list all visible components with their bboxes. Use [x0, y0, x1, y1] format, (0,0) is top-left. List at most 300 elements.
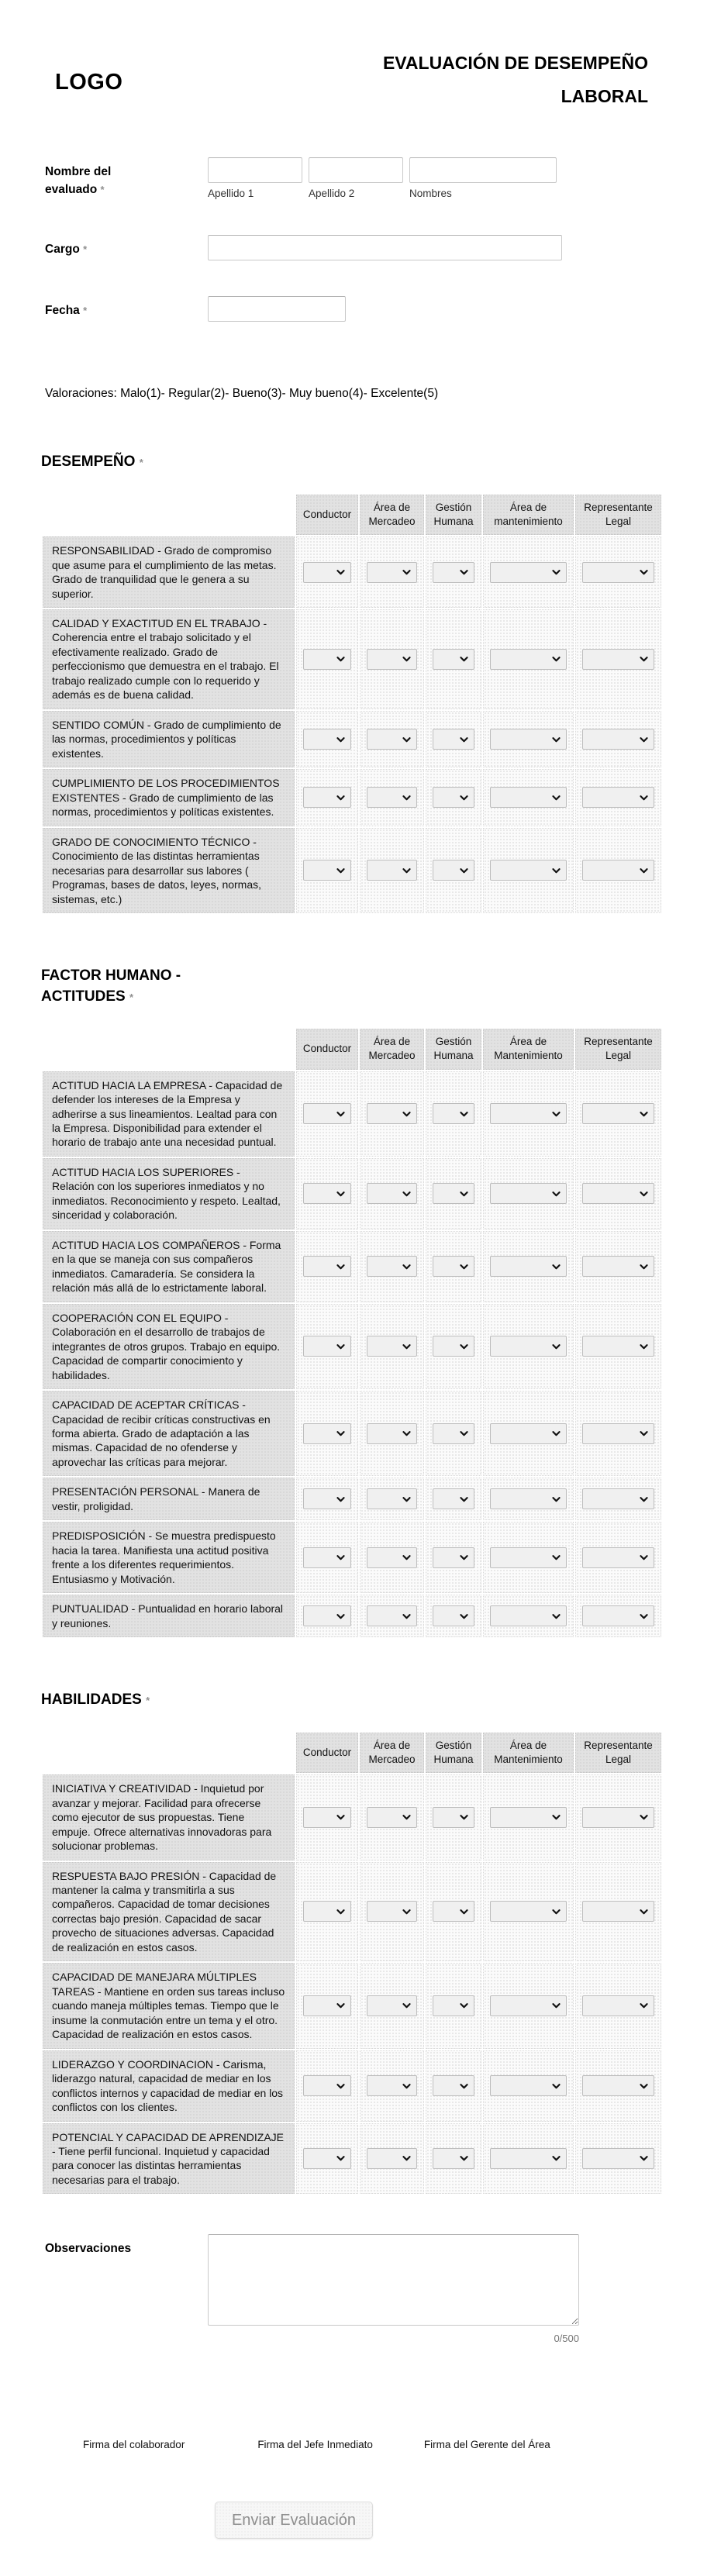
rating-select-wrap	[433, 649, 474, 670]
rating-select-wrap	[303, 1995, 351, 2016]
rating-select-wrap	[303, 649, 351, 670]
rating-select[interactable]	[433, 1488, 474, 1509]
rating-select-wrap	[303, 1336, 351, 1357]
rating-cell	[296, 1158, 358, 1229]
criterion-row	[43, 1774, 661, 1860]
name-inputs	[208, 157, 557, 199]
observaciones-textarea[interactable]	[208, 2234, 579, 2326]
rating-cell	[483, 536, 574, 608]
rating-cell	[360, 828, 424, 913]
rating-select-wrap	[490, 1183, 567, 1204]
criterion-row	[43, 1158, 661, 1229]
rating-cell	[483, 1478, 574, 1520]
rating-select-wrap	[367, 729, 417, 750]
rating-cell	[360, 1158, 424, 1229]
rating-cell	[426, 1774, 481, 1860]
rating-cell	[483, 769, 574, 826]
rating-cell	[426, 1158, 481, 1229]
rating-cell	[426, 1478, 481, 1520]
rating-select[interactable]	[303, 1901, 351, 1922]
rating-select-wrap	[582, 562, 654, 583]
rating-select[interactable]	[490, 1547, 567, 1568]
rating-select[interactable]	[303, 729, 351, 750]
rating-cell	[575, 536, 661, 608]
rating-select-wrap	[303, 1807, 351, 1828]
criterion-row	[43, 1478, 661, 1520]
firma-colaborador-label: Firma del colaborador	[83, 2439, 185, 2451]
rating-select-wrap	[490, 1256, 567, 1277]
rating-select[interactable]	[433, 2075, 474, 2096]
rating-select[interactable]	[303, 2148, 351, 2169]
criterion-row	[43, 609, 661, 709]
section-title: FACTOR HUMANO - ACTITUDES *	[41, 967, 181, 1005]
rating-cell	[575, 1595, 661, 1637]
criterion-label: PRESENTACIÓN PERSONAL - Manera de vestir, proligidad.	[43, 1478, 295, 1520]
rating-select[interactable]	[433, 2148, 474, 2169]
rating-select-wrap	[582, 2075, 654, 2096]
rating-select[interactable]	[367, 1605, 417, 1626]
cargo-label-text: Cargo	[45, 243, 80, 257]
rating-cell	[575, 1391, 661, 1476]
rating-select[interactable]	[433, 1995, 474, 2016]
rating-cell	[575, 609, 661, 709]
rating-select-wrap	[303, 860, 351, 881]
rating-select[interactable]	[582, 729, 654, 750]
rating-select-wrap	[490, 1103, 567, 1124]
rating-cell	[575, 1304, 661, 1389]
column-header: Representante Legal	[575, 495, 661, 535]
rating-select-wrap	[303, 1183, 351, 1204]
rating-select-wrap	[367, 1605, 417, 1626]
rating-cell	[483, 1963, 574, 2048]
rating-select[interactable]	[582, 1336, 654, 1357]
rating-select[interactable]	[582, 1807, 654, 1828]
rating-cell	[483, 2123, 574, 2195]
rating-select[interactable]	[303, 1423, 351, 1444]
rating-select-wrap	[490, 1807, 567, 1828]
rating-cell	[426, 1071, 481, 1157]
rating-select[interactable]	[367, 1995, 417, 2016]
rating-select-wrap	[367, 2148, 417, 2169]
rating-select[interactable]	[433, 1103, 474, 1124]
rating-select[interactable]	[582, 649, 654, 670]
rating-select[interactable]	[433, 562, 474, 583]
rating-select[interactable]	[490, 729, 567, 750]
section-title: DESEMPEÑO *	[41, 453, 143, 471]
rating-cell	[296, 1478, 358, 1520]
rating-select[interactable]	[582, 1901, 654, 1922]
rating-cell	[483, 1158, 574, 1229]
rating-select[interactable]	[582, 562, 654, 583]
rating-cell	[575, 711, 661, 767]
required-asterisk: *	[129, 991, 134, 1003]
rating-select-wrap	[582, 787, 654, 808]
rating-select-wrap	[490, 1488, 567, 1509]
page-title-line2: LABORAL	[561, 85, 648, 106]
rating-cell	[426, 1963, 481, 2048]
rating-select-wrap	[433, 1103, 474, 1124]
rating-select[interactable]	[582, 2148, 654, 2169]
section-title: HABILIDADES *	[41, 1691, 150, 1709]
rating-select-wrap	[582, 860, 654, 881]
nombres-input[interactable]	[409, 157, 557, 183]
column-header: Área de mantenimiento	[483, 495, 574, 535]
rating-select[interactable]	[490, 1336, 567, 1357]
rating-cell	[575, 1231, 661, 1302]
rating-cell	[296, 1231, 358, 1302]
firma-jefe-label: Firma del Jefe Inmediato	[257, 2439, 373, 2451]
rating-cell	[426, 769, 481, 826]
rating-select[interactable]	[490, 1423, 567, 1444]
rating-cell	[360, 609, 424, 709]
rating-select-wrap	[490, 1995, 567, 2016]
rating-cell	[483, 1304, 574, 1389]
apellido2-input[interactable]	[309, 157, 403, 183]
criterion-row	[43, 711, 661, 767]
rating-cell	[360, 1522, 424, 1593]
rating-select-wrap	[582, 1901, 654, 1922]
rating-select[interactable]	[367, 1901, 417, 1922]
rating-select[interactable]	[303, 1605, 351, 1626]
rating-select-wrap	[582, 1605, 654, 1626]
form-fields	[0, 157, 721, 322]
corner-cell	[43, 1733, 295, 1773]
rating-select-wrap	[303, 562, 351, 583]
criterion-label: RESPONSABILIDAD - Grado de compromiso que asume para el cumplimiento de las metas. Grado de tranquilidad que le genera a su superior.	[43, 536, 295, 608]
cargo-label	[45, 235, 138, 260]
rating-cell	[483, 1774, 574, 1860]
rating-cell	[296, 609, 358, 709]
rating-cell	[296, 2050, 358, 2122]
rating-select-wrap	[367, 787, 417, 808]
rating-select-wrap	[490, 1547, 567, 1568]
rating-select-wrap	[582, 1336, 654, 1357]
rating-cell	[360, 2123, 424, 2195]
criterion-label: ACTITUD HACIA LOS COMPAÑEROS - Forma en la que se maneja con sus compañeros inmediatos. Camaradería. Se considera la relación más allá de lo estrictamente laboral.	[43, 1231, 295, 1302]
rating-select-wrap	[367, 2075, 417, 2096]
rating-select-wrap	[303, 2075, 351, 2096]
rating-select-wrap	[490, 1901, 567, 1922]
rating-select[interactable]	[367, 1488, 417, 1509]
rating-select[interactable]	[367, 649, 417, 670]
column-header: Conductor	[296, 1029, 358, 1069]
corner-cell	[43, 1029, 295, 1069]
column-header: Gestión Humana	[426, 1733, 481, 1773]
rating-select[interactable]	[433, 787, 474, 808]
criterion-label: PUNTUALIDAD - Puntualidad en horario laboral y reuniones.	[43, 1595, 295, 1637]
rating-select[interactable]	[490, 1488, 567, 1509]
required-asterisk: *	[100, 184, 105, 196]
rating-select-wrap	[303, 1103, 351, 1124]
rating-select[interactable]	[303, 1103, 351, 1124]
rating-select-wrap	[303, 787, 351, 808]
rating-select[interactable]	[303, 1547, 351, 1568]
rating-select-wrap	[490, 2148, 567, 2169]
rating-cell	[296, 1304, 358, 1389]
rating-select[interactable]	[433, 649, 474, 670]
nombres-sublabel: Nombres	[409, 188, 452, 200]
rating-cell	[575, 1774, 661, 1860]
rating-cell	[426, 2123, 481, 2195]
criterion-row	[43, 2050, 661, 2122]
rating-select[interactable]	[582, 1547, 654, 1568]
rating-section-1	[41, 452, 721, 915]
rating-select-wrap	[433, 1488, 474, 1509]
rating-select-wrap	[367, 1547, 417, 1568]
rating-cell	[426, 1231, 481, 1302]
rating-select[interactable]	[367, 1336, 417, 1357]
rating-cell	[296, 1522, 358, 1593]
column-header: Gestión Humana	[426, 1029, 481, 1069]
rating-select[interactable]	[303, 1488, 351, 1509]
rating-select[interactable]	[490, 787, 567, 808]
rating-select[interactable]	[582, 860, 654, 881]
rating-select[interactable]	[490, 1183, 567, 1204]
rating-select[interactable]	[490, 1901, 567, 1922]
criterion-row	[43, 1595, 661, 1637]
rating-select[interactable]	[433, 1605, 474, 1626]
corner-cell	[43, 495, 295, 535]
column-header: Representante Legal	[575, 1029, 661, 1069]
rating-cell	[360, 711, 424, 767]
observaciones-label: Observaciones	[45, 2242, 132, 2256]
rating-select[interactable]	[303, 1183, 351, 1204]
submit-button[interactable]: Enviar Evaluación	[215, 2502, 373, 2539]
rating-cell	[483, 1522, 574, 1593]
rating-select-wrap	[367, 1488, 417, 1509]
rating-select-wrap	[303, 1256, 351, 1277]
rating-select[interactable]	[433, 1336, 474, 1357]
criterion-row	[43, 1963, 661, 2048]
criterion-row	[43, 1522, 661, 1593]
column-header: Conductor	[296, 495, 358, 535]
rating-cell	[575, 1478, 661, 1520]
rating-cell	[360, 1391, 424, 1476]
rating-select[interactable]	[367, 1423, 417, 1444]
rating-select[interactable]	[367, 1807, 417, 1828]
rating-select[interactable]	[582, 1183, 654, 1204]
column-header: Área de Mercadeo	[360, 1029, 424, 1069]
rating-cell	[360, 1774, 424, 1860]
rating-select[interactable]	[303, 562, 351, 583]
criterion-row	[43, 1304, 661, 1389]
rating-cell	[426, 1522, 481, 1593]
rating-select-wrap	[582, 1488, 654, 1509]
rating-select[interactable]	[367, 2148, 417, 2169]
rating-select[interactable]	[490, 860, 567, 881]
rating-table	[41, 493, 663, 915]
field-nombre-evaluado	[45, 157, 721, 199]
criterion-row	[43, 769, 661, 826]
rating-select[interactable]	[490, 1807, 567, 1828]
fecha-input[interactable]	[208, 296, 346, 322]
rating-cell	[575, 1158, 661, 1229]
criterion-label: CAPACIDAD DE MANEJARA MÚLTIPLES TAREAS - Mantiene en orden sus tareas incluso cuando maneja múltiples temas. Tiempo que le insume la conmutación entre un tema y el otro. Capacidad de realización en estos casos.	[43, 1963, 295, 2048]
rating-select-wrap	[582, 1547, 654, 1568]
criterion-row	[43, 828, 661, 913]
required-asterisk: *	[83, 243, 88, 256]
column-header: Área de Mantenimiento	[483, 1029, 574, 1069]
criterion-label: CALIDAD Y EXACTITUD EN EL TRABAJO - Coherencia entre el trabajo solicitado y el efectivamente realizado. Grado de perfeccionismo que demuestra en el trabajo. El trabajo realizado cumple con lo requerido y además es de buena calidad.	[43, 609, 295, 709]
rating-cell	[426, 536, 481, 608]
rating-select-wrap	[367, 1423, 417, 1444]
rating-select[interactable]	[490, 562, 567, 583]
rating-select[interactable]	[367, 1103, 417, 1124]
rating-select[interactable]	[433, 1547, 474, 1568]
rating-cell	[426, 1391, 481, 1476]
rating-select[interactable]	[367, 2075, 417, 2096]
rating-cell	[360, 536, 424, 608]
criterion-row	[43, 1862, 661, 1962]
rating-cell	[360, 1478, 424, 1520]
rating-cell	[360, 1231, 424, 1302]
rating-cell	[426, 2050, 481, 2122]
rating-select-wrap	[433, 2148, 474, 2169]
char-counter: 0/500	[554, 2333, 579, 2345]
cargo-input[interactable]	[208, 235, 562, 260]
rating-select[interactable]	[433, 1423, 474, 1444]
rating-select[interactable]	[433, 1183, 474, 1204]
rating-select[interactable]	[582, 1103, 654, 1124]
rating-select[interactable]	[490, 1995, 567, 2016]
criterion-label: LIDERAZGO Y COORDINACION - Carisma, liderazgo natural, capacidad de mediar en los conflictos internos y capacidad de mediar en los conflictos con los clientes.	[43, 2050, 295, 2122]
rating-select-wrap	[367, 649, 417, 670]
rating-cell	[483, 1595, 574, 1637]
fecha-label-text: Fecha	[45, 304, 80, 318]
form-header	[55, 47, 648, 112]
rating-select[interactable]	[303, 787, 351, 808]
rating-select[interactable]	[433, 1807, 474, 1828]
column-header: Área de Mercadeo	[360, 1733, 424, 1773]
rating-select-wrap	[582, 1995, 654, 2016]
rating-select-wrap	[303, 1605, 351, 1626]
rating-select[interactable]	[582, 1488, 654, 1509]
rating-cell	[360, 1963, 424, 2048]
firma-gerente-label: Firma del Gerente del Área	[423, 2439, 550, 2451]
rating-select-wrap	[433, 1605, 474, 1626]
rating-select[interactable]	[490, 1103, 567, 1124]
rating-select-wrap	[490, 649, 567, 670]
rating-select[interactable]	[490, 1256, 567, 1277]
rating-select[interactable]	[367, 1547, 417, 1568]
rating-select[interactable]	[367, 1256, 417, 1277]
column-header: Área de Mercadeo	[360, 495, 424, 535]
rating-cell	[575, 2123, 661, 2195]
apellido1-input[interactable]	[208, 157, 302, 183]
rating-select[interactable]	[582, 1256, 654, 1277]
rating-select[interactable]	[433, 1901, 474, 1922]
rating-select-wrap	[433, 1336, 474, 1357]
rating-cell	[426, 828, 481, 913]
field-fecha	[45, 296, 721, 322]
rating-select[interactable]	[490, 2075, 567, 2096]
rating-cell	[426, 1595, 481, 1637]
rating-select-wrap	[433, 1423, 474, 1444]
criterion-row	[43, 2123, 661, 2195]
rating-select[interactable]	[582, 1995, 654, 2016]
rating-cell	[296, 1595, 358, 1637]
rating-select[interactable]	[303, 1256, 351, 1277]
rating-select[interactable]	[303, 2075, 351, 2096]
rating-cell	[575, 828, 661, 913]
criterion-label: ACTITUD HACIA LOS SUPERIORES - Relación con los superiores inmediatos y no inmediatos. Reconocimiento y respeto. Lealtad, sinceridad y colaboración.	[43, 1158, 295, 1229]
rating-select-wrap	[433, 562, 474, 583]
rating-select-wrap	[582, 1183, 654, 1204]
rating-select-wrap	[433, 1995, 474, 2016]
column-header: Representante Legal	[575, 1733, 661, 1773]
apellido1-sublabel: Apellido 1	[208, 188, 254, 200]
rating-select[interactable]	[490, 1605, 567, 1626]
required-asterisk: *	[83, 305, 88, 317]
rating-cell	[575, 769, 661, 826]
rating-select-wrap	[582, 649, 654, 670]
rating-select[interactable]	[433, 1256, 474, 1277]
rating-select[interactable]	[367, 729, 417, 750]
rating-select-wrap	[303, 2148, 351, 2169]
rating-select-wrap	[367, 1336, 417, 1357]
rating-select-wrap	[582, 2148, 654, 2169]
rating-select[interactable]	[433, 860, 474, 881]
rating-cell	[296, 828, 358, 913]
rating-select-wrap	[490, 1423, 567, 1444]
criterion-label: RESPUESTA BAJO PRESIÓN - Capacidad de mantener la calma y transmitirla a sus compañeros. Capacidad de tomar decisiones correctas bajo presión. Capacidad de sacar provecho de situaciones adversas. Capacidad de realización en estos casos.	[43, 1862, 295, 1962]
column-header: Gestión Humana	[426, 495, 481, 535]
rating-select[interactable]	[367, 860, 417, 881]
rating-cell	[426, 1862, 481, 1962]
nombre-evaluado-label	[45, 157, 138, 199]
rating-select[interactable]	[433, 729, 474, 750]
rating-select[interactable]	[490, 2148, 567, 2169]
rating-table	[41, 1027, 663, 1639]
rating-select[interactable]	[303, 1807, 351, 1828]
rating-select[interactable]	[367, 787, 417, 808]
apellido2-sublabel: Apellido 2	[309, 188, 355, 200]
rating-table	[41, 1731, 663, 2196]
rating-cell	[426, 711, 481, 767]
rating-select-wrap	[433, 1183, 474, 1204]
criterion-row	[43, 1071, 661, 1157]
rating-cell	[296, 1774, 358, 1860]
rating-select[interactable]	[582, 1605, 654, 1626]
rating-select[interactable]	[303, 1995, 351, 2016]
rating-select-wrap	[433, 1901, 474, 1922]
rating-select[interactable]	[303, 860, 351, 881]
rating-select-wrap	[433, 729, 474, 750]
rating-select[interactable]	[582, 787, 654, 808]
rating-cell	[483, 1071, 574, 1157]
rating-cell	[483, 828, 574, 913]
rating-cell	[296, 1391, 358, 1476]
rating-select[interactable]	[303, 1336, 351, 1357]
rating-select-wrap	[367, 1807, 417, 1828]
rating-cell	[483, 1862, 574, 1962]
column-header: Conductor	[296, 1733, 358, 1773]
page-title-line1: EVALUACIÓN DE DESEMPEÑO	[382, 53, 648, 73]
rating-select[interactable]	[367, 1183, 417, 1204]
rating-select[interactable]	[367, 562, 417, 583]
criterion-label: COOPERACIÓN CON EL EQUIPO - Colaboración en el desarrollo de trabajos de integrantes de otros grupos. Trabajo en equipo. Capacidad de compartir conocimiento y habilidades.	[43, 1304, 295, 1389]
rating-select[interactable]	[582, 1423, 654, 1444]
rating-select[interactable]	[490, 649, 567, 670]
rating-select[interactable]	[582, 2075, 654, 2096]
rating-select-wrap	[582, 1103, 654, 1124]
rating-cell	[575, 1862, 661, 1962]
rating-select[interactable]	[303, 649, 351, 670]
column-header: Área de Mantenimiento	[483, 1733, 574, 1773]
rating-select-wrap	[367, 1256, 417, 1277]
rating-select-wrap	[582, 729, 654, 750]
rating-select-wrap	[433, 860, 474, 881]
